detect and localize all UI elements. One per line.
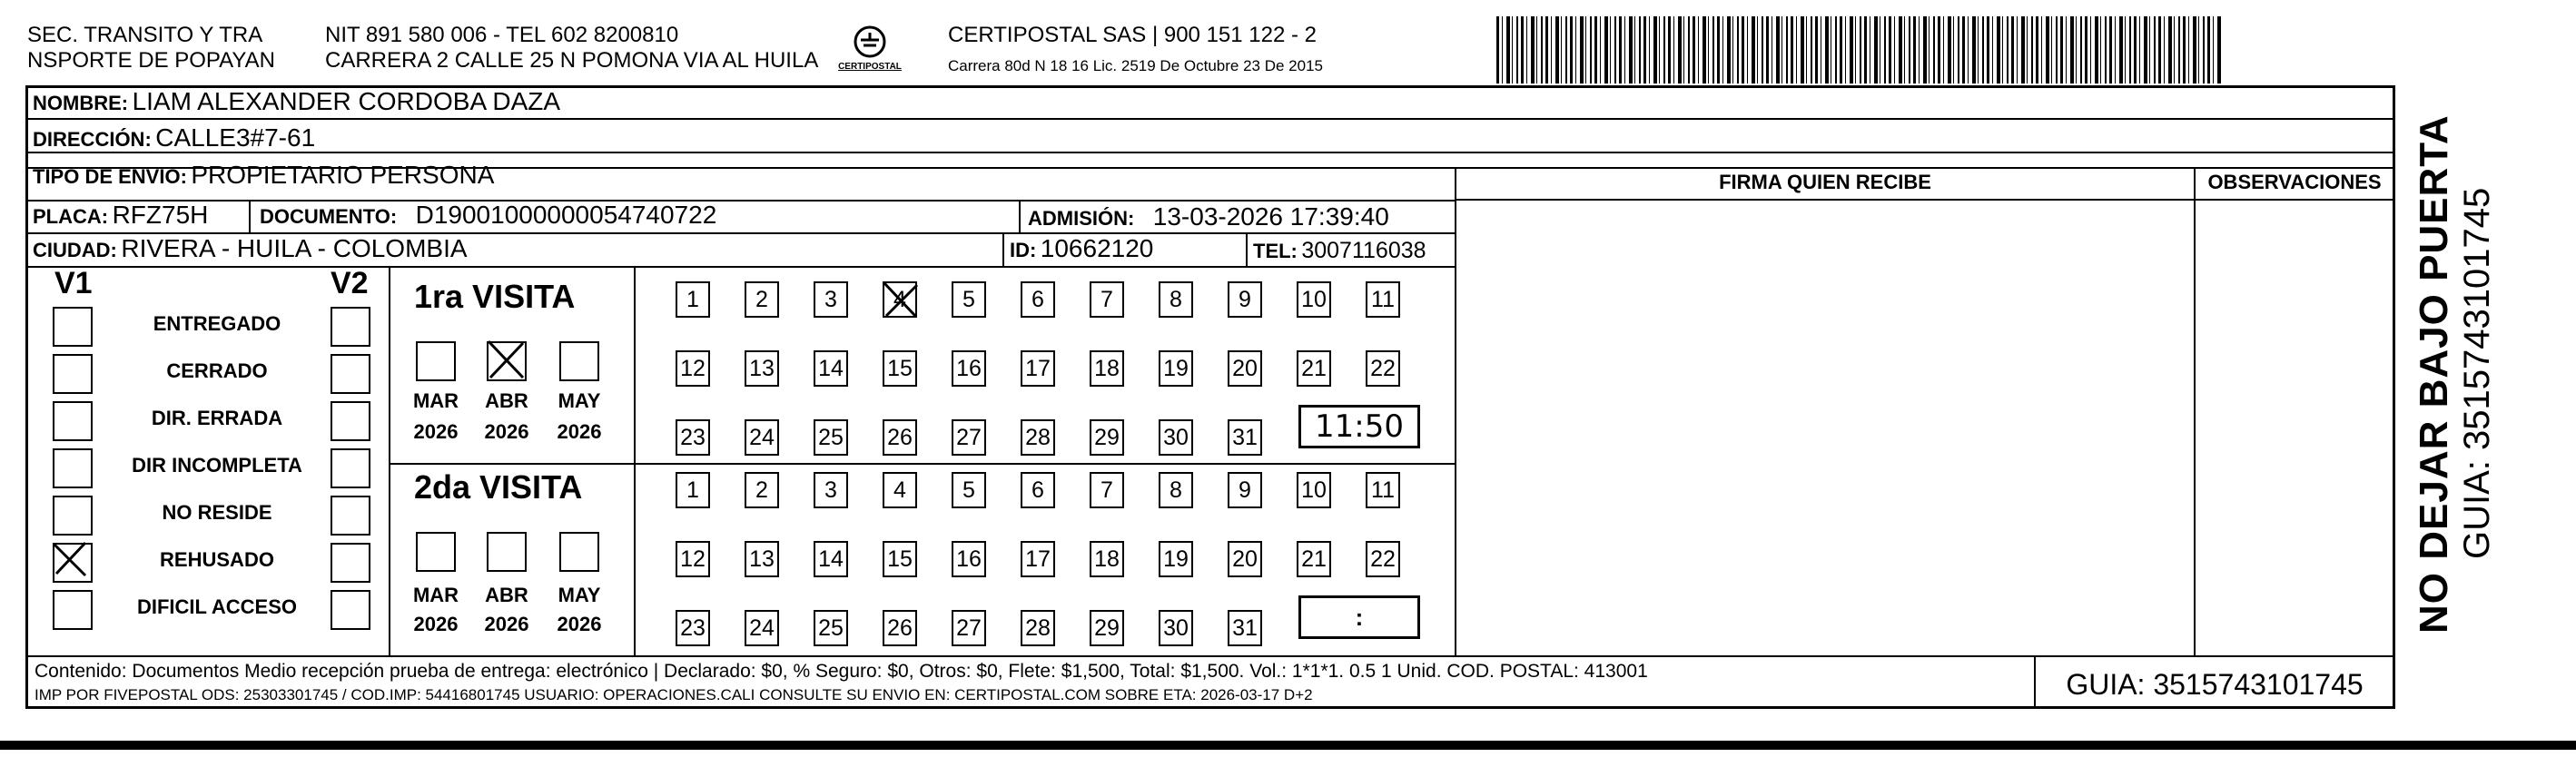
second-visit-day-box[interactable] [952, 472, 986, 508]
first-visit-day-box[interactable] [1297, 350, 1331, 387]
v1-entregado-checkbox[interactable] [53, 307, 93, 347]
v2-no-reside-checkbox[interactable] [331, 496, 370, 536]
second-visit-day-box[interactable] [814, 541, 848, 577]
first-visit-month-abr-box[interactable] [487, 341, 527, 381]
second-visit-day-box[interactable] [1021, 541, 1055, 577]
first-visit-day-number: 29 [1094, 424, 1120, 450]
second-visit-day-number: 7 [1100, 477, 1113, 503]
second-visit-day-box[interactable] [676, 472, 710, 508]
first-visit-day-number: 21 [1301, 355, 1327, 381]
second-visit-month-may: MAY [558, 584, 601, 606]
first-visit-day-box[interactable] [1090, 350, 1124, 387]
v1-no-reside-checkbox[interactable] [53, 496, 93, 536]
first-visit-day-number: 26 [887, 424, 913, 450]
first-visit-day-number: 4 [893, 286, 906, 312]
first-visit-year-may: 2026 [557, 420, 602, 443]
first-visit-day-box[interactable] [883, 350, 917, 387]
ciudad-label: CIUDAD: [33, 239, 117, 261]
observaciones-area[interactable] [2197, 202, 2392, 654]
tipo-envio-value: PROPIETARIO PERSONA [191, 161, 495, 189]
first-visit-day-box[interactable] [1090, 419, 1124, 456]
v2-cerrado-checkbox[interactable] [331, 354, 370, 394]
first-visit-day-box[interactable] [1159, 419, 1193, 456]
courier-license: Carrera 80d N 18 16 Lic. 2519 De Octubre 23 De 2015 [948, 57, 1323, 74]
second-visit-day-number: 29 [1094, 614, 1120, 641]
status-dificil-acceso: DIFICIL ACCESO [136, 595, 297, 618]
second-visit-month-mar-box[interactable] [416, 532, 456, 572]
status-rehusado: REHUSADO [160, 548, 274, 571]
second-visit-year-mar: 2026 [413, 613, 459, 635]
direccion-label: DIRECCIÓN: [33, 128, 152, 151]
first-visit-day-number: 2 [755, 286, 768, 312]
first-visit-day-box[interactable] [745, 419, 779, 456]
second-visit-day-box[interactable] [952, 541, 986, 577]
second-visit-day-box[interactable] [1090, 541, 1124, 577]
first-visit-day-box[interactable] [1297, 281, 1331, 318]
first-visit-day-box[interactable] [1090, 281, 1124, 318]
first-visit-day-number: 13 [749, 355, 775, 381]
tel-cell [1253, 237, 1426, 268]
direccion-value: CALLE3#7-61 [155, 123, 316, 152]
v2-dir-errada-checkbox[interactable] [331, 401, 370, 441]
first-visit-month-mar-box[interactable] [416, 341, 456, 381]
second-visit-day-number: 19 [1163, 546, 1189, 572]
first-visit-month-mar: MAR [412, 389, 459, 412]
v1-label: V1 [54, 266, 93, 300]
sender-address: CARRERA 2 CALLE 25 N POMONA VIA AL HUILA [325, 48, 819, 73]
v2-dir-incompleta-checkbox[interactable] [331, 448, 370, 488]
first-visit-day-number: 8 [1170, 286, 1182, 312]
second-visit-month-abr: ABR [485, 584, 528, 606]
second-visit-day-box[interactable] [1021, 610, 1055, 646]
second-visit-day-box[interactable] [814, 610, 848, 646]
first-visit-day-box[interactable] [952, 281, 986, 318]
second-visit-day-number: 14 [818, 546, 844, 572]
direccion-row [33, 124, 315, 156]
imp-text: IMP POR FIVEPOSTAL ODS: 25303301745 / COD.IMP: 54416801745 USUARIO: OPERACIONES.CALI CONSULTE SU ENVIO EN: CERTIPOSTAL.COM SOBRE ETA: 2026-03-17 D+2 [35, 686, 1313, 703]
side-guia: GUIA: 3515743101745 [2457, 187, 2497, 559]
second-visit-day-box[interactable] [1159, 541, 1193, 577]
second-visit-day-box[interactable] [745, 610, 779, 646]
first-visit-day-number: 30 [1163, 424, 1189, 450]
first-visit-day-box[interactable] [1366, 281, 1400, 318]
tipo-envio-label: TIPO DE ENVIO: [33, 165, 187, 188]
status-cerrado: CERRADO [166, 359, 268, 382]
tipo-envio-row [33, 162, 494, 193]
second-visit-day-number: 21 [1301, 546, 1327, 572]
second-visit-day-box[interactable] [1366, 541, 1400, 577]
first-visit-time-box[interactable] [1298, 405, 1420, 448]
first-visit-day-number: 15 [887, 355, 913, 381]
second-visit-year-abr: 2026 [484, 613, 529, 635]
second-visit-day-number: 20 [1232, 546, 1258, 572]
first-visit-day-box[interactable] [745, 281, 779, 318]
ciudad-value: RIVERA - HUILA - COLOMBIA [121, 234, 468, 262]
first-visit-month-may-box[interactable] [559, 341, 599, 381]
logo-text: CERTIPOSTAL [838, 62, 902, 72]
first-visit-day-box[interactable] [676, 281, 710, 318]
second-visit-day-number: 10 [1301, 477, 1327, 503]
second-visit-day-number: 8 [1170, 477, 1182, 503]
documento-label: DOCUMENTO: [260, 205, 398, 228]
first-visit-day-box[interactable] [676, 350, 710, 387]
second-visit-year-may: 2026 [557, 613, 602, 635]
first-visit-day-number: 9 [1239, 286, 1251, 312]
first-visit-day-box[interactable] [952, 419, 986, 456]
courier-name: CERTIPOSTAL SAS | 900 151 122 - 2 [948, 23, 1317, 47]
second-visit-day-box[interactable] [1297, 541, 1331, 577]
tel-value: 3007116038 [1301, 238, 1426, 263]
second-visit-day-number: 30 [1163, 614, 1189, 641]
second-visit-day-box[interactable] [883, 541, 917, 577]
first-visit-day-number: 22 [1370, 355, 1396, 381]
observaciones-label: OBSERVACIONES [2207, 171, 2382, 193]
second-visit-day-number: 26 [887, 614, 913, 641]
certipostal-logo [835, 20, 904, 84]
first-visit-day-number: 3 [824, 286, 837, 312]
first-visit-day-box[interactable] [814, 350, 848, 387]
id-cell [1010, 235, 1153, 267]
second-visit-time: : [1355, 603, 1364, 631]
first-visit-day-box[interactable] [814, 281, 848, 318]
second-visit-time-box[interactable] [1298, 595, 1420, 639]
second-visit-day-number: 6 [1031, 477, 1044, 503]
first-visit-day-number: 23 [680, 424, 706, 450]
second-visit-day-box[interactable] [1297, 472, 1331, 508]
first-visit-day-number: 31 [1232, 424, 1258, 450]
first-visit-day-number: 7 [1100, 286, 1113, 312]
placa-value: RFZ75H [112, 201, 209, 229]
second-visit-day-number: 23 [680, 614, 706, 641]
first-visit-day-number: 10 [1301, 286, 1327, 312]
first-visit-day-box[interactable] [952, 350, 986, 387]
nombre-label: NOMBRE: [33, 92, 129, 114]
second-visit-day-number: 17 [1025, 546, 1051, 572]
signature-area[interactable] [1458, 202, 2192, 654]
placa-cell [33, 202, 208, 233]
first-visit-day-box[interactable] [1228, 281, 1262, 318]
second-visit-day-number: 4 [893, 477, 906, 503]
firma-label: FIRMA QUIEN RECIBE [1719, 171, 1931, 193]
second-visit-title: 2da VISITA [414, 468, 583, 506]
first-visit-title: 1ra VISITA [414, 278, 576, 315]
second-visit-day-box[interactable] [1228, 472, 1262, 508]
first-visit-day-number: 14 [818, 355, 844, 381]
second-visit-day-number: 11 [1371, 477, 1395, 503]
second-visit-day-box[interactable] [883, 610, 917, 646]
first-visit-day-number: 18 [1094, 355, 1120, 381]
first-visit-day-number: 1 [686, 286, 699, 312]
second-visit-day-number: 15 [887, 546, 913, 572]
second-visit-day-number: 22 [1370, 546, 1396, 572]
sender-name-line2: NSPORTE DE POPAYAN [27, 48, 275, 73]
v2-label: V2 [331, 266, 369, 300]
second-visit-day-number: 31 [1232, 614, 1258, 641]
second-visit-day-number: 25 [818, 614, 844, 641]
second-visit-day-box[interactable] [745, 472, 779, 508]
second-visit-day-box[interactable] [1159, 610, 1193, 646]
first-visit-day-box[interactable] [745, 350, 779, 387]
v1-dir-incompleta-checkbox[interactable] [53, 448, 93, 488]
first-visit-day-box[interactable] [1021, 419, 1055, 456]
second-visit-day-number: 13 [749, 546, 775, 572]
barcode [1496, 16, 2221, 84]
first-visit-month-abr: ABR [485, 389, 528, 412]
second-visit-day-number: 27 [956, 614, 982, 641]
first-visit-day-number: 11 [1371, 286, 1395, 312]
first-visit-day-box[interactable] [1159, 281, 1193, 318]
second-visit-day-number: 5 [962, 477, 975, 503]
placa-label: PLACA: [33, 205, 109, 228]
first-visit-time: 11:50 [1315, 408, 1404, 445]
checkmark-x-icon [487, 339, 527, 379]
first-visit-day-box[interactable] [883, 281, 917, 318]
id-value: 10662120 [1040, 234, 1154, 262]
first-visit-day-number: 20 [1232, 355, 1258, 381]
second-visit-day-number: 24 [749, 614, 775, 641]
checkmark-x-icon [881, 280, 921, 320]
second-visit-month-may-box[interactable] [559, 532, 599, 572]
second-visit-day-box[interactable] [1366, 472, 1400, 508]
second-visit-day-box[interactable] [1090, 472, 1124, 508]
second-visit-day-number: 12 [680, 546, 706, 572]
second-visit-day-box[interactable] [883, 472, 917, 508]
second-visit-day-box[interactable] [1159, 472, 1193, 508]
first-visit-day-box[interactable] [1021, 350, 1055, 387]
documento-value: D19001000000054740722 [415, 201, 717, 229]
admision-value: 13-03-2026 17:39:40 [1152, 202, 1389, 231]
contenido-text: Contenido: Documentos Medio recepción prueba de entrega: electrónico | Declarado: $0, % Seguro: $0, Otros: $0, Flete: $1,500, Total: $1,500. Vol.: 1*1*1. 0.5 1 Unid. COD. POSTAL: 413001 [35, 661, 1648, 682]
second-visit-day-number: 1 [686, 477, 699, 503]
first-visit-day-number: 25 [818, 424, 844, 450]
second-visit-month-mar: MAR [412, 584, 459, 606]
ciudad-cell [33, 235, 468, 267]
v1-cerrado-checkbox[interactable] [53, 354, 93, 394]
first-visit-month-may: MAY [558, 389, 601, 412]
first-visit-day-box[interactable] [1021, 281, 1055, 318]
status-no-reside: NO RESIDE [162, 501, 272, 524]
second-visit-day-box[interactable] [676, 541, 710, 577]
v2-rehusado-checkbox[interactable] [331, 543, 370, 583]
checkmark-x-icon [49, 537, 89, 577]
v2-dificil-acceso-checkbox[interactable] [331, 590, 370, 630]
second-visit-day-number: 16 [956, 546, 982, 572]
first-visit-day-box[interactable] [883, 419, 917, 456]
nombre-value: LIAM ALEXANDER CORDOBA DAZA [132, 87, 561, 115]
v2-entregado-checkbox[interactable] [331, 307, 370, 347]
second-visit-month-abr-box[interactable] [487, 532, 527, 572]
second-visit-day-box[interactable] [745, 541, 779, 577]
first-visit-year-mar: 2026 [413, 420, 459, 443]
first-visit-day-box[interactable] [1228, 350, 1262, 387]
sender-nit: NIT 891 580 006 - TEL 602 8200810 [325, 23, 679, 47]
first-visit-day-number: 28 [1025, 424, 1051, 450]
second-visit-day-box[interactable] [1228, 610, 1262, 646]
documento-cell [260, 202, 716, 233]
footer-guia: GUIA: 3515743101745 [2066, 668, 2364, 701]
second-visit-day-box[interactable] [676, 610, 710, 646]
first-visit-day-number: 5 [962, 286, 975, 312]
v1-rehusado-checkbox[interactable] [53, 543, 93, 583]
first-visit-day-box[interactable] [676, 419, 710, 456]
first-visit-day-number: 16 [956, 355, 982, 381]
first-visit-day-number: 19 [1163, 355, 1189, 381]
v1-dir-errada-checkbox[interactable] [53, 401, 93, 441]
second-visit-day-number: 18 [1094, 546, 1120, 572]
second-visit-day-box[interactable] [814, 472, 848, 508]
admision-label: ADMISIÓN: [1028, 207, 1135, 230]
id-label: ID: [1010, 239, 1037, 261]
second-visit-day-box[interactable] [1021, 472, 1055, 508]
status-dir-incompleta: DIR INCOMPLETA [132, 454, 302, 477]
first-visit-year-abr: 2026 [484, 420, 529, 443]
second-visit-day-box[interactable] [1228, 541, 1262, 577]
second-visit-day-box[interactable] [1090, 610, 1124, 646]
first-visit-day-number: 12 [680, 355, 706, 381]
first-visit-day-box[interactable] [814, 419, 848, 456]
status-dir-errada: DIR. ERRADA [151, 407, 283, 429]
first-visit-day-box[interactable] [1228, 419, 1262, 456]
v1-dificil-acceso-checkbox[interactable] [53, 590, 93, 630]
second-visit-day-box[interactable] [952, 610, 986, 646]
tel-label: TEL: [1253, 240, 1298, 262]
second-visit-day-number: 28 [1025, 614, 1051, 641]
first-visit-day-number: 17 [1025, 355, 1051, 381]
nombre-row [33, 88, 560, 120]
second-visit-day-number: 9 [1239, 477, 1251, 503]
second-visit-day-number: 3 [824, 477, 837, 503]
first-visit-day-number: 24 [749, 424, 775, 450]
first-visit-day-box[interactable] [1159, 350, 1193, 387]
first-visit-day-number: 27 [956, 424, 982, 450]
admision-cell [1028, 203, 1389, 235]
first-visit-day-box[interactable] [1366, 350, 1400, 387]
second-visit-day-number: 2 [755, 477, 768, 503]
side-warning: NO DEJAR BAJO PUERTA [2412, 114, 2456, 634]
first-visit-day-number: 6 [1031, 286, 1044, 312]
status-entregado: ENTREGADO [153, 312, 281, 335]
sender-name-line1: SEC. TRANSITO Y TRA [27, 23, 263, 47]
scan-edge-bar [0, 741, 2576, 750]
